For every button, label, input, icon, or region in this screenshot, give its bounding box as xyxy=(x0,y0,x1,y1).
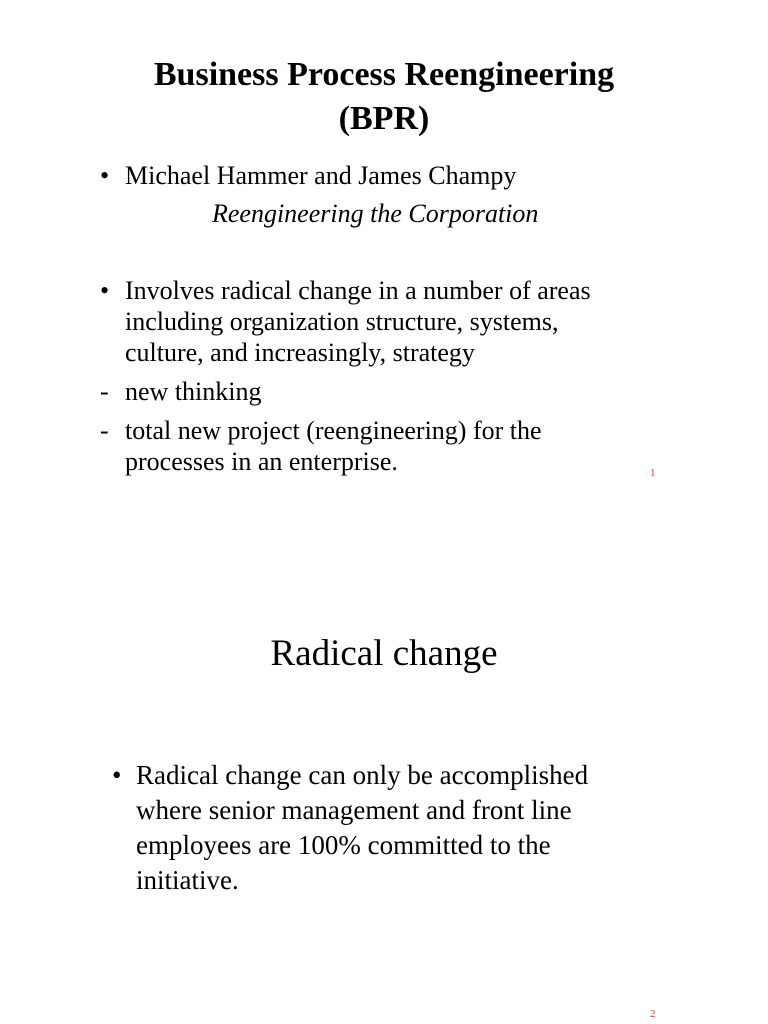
slide-1-title-line-2: (BPR) xyxy=(338,100,430,137)
bullet-commitment-line-3: employees are 100% committed to the xyxy=(136,830,551,860)
bullet-commitment-line-1: Radical change can only be accomplished xyxy=(136,760,589,790)
dash-item-new-project-line-1: total new project (reengineering) for the xyxy=(125,416,542,445)
dash-item-new-project-line-2: processes in an enterprise. xyxy=(125,447,398,476)
dash-item-new-thinking-text: new thinking xyxy=(125,377,262,406)
bullet-radical-change-line-2: including organization structure, systems, xyxy=(125,307,559,336)
bullet-marker: • xyxy=(112,760,122,790)
page-number-1: 1 xyxy=(650,467,656,479)
dash-marker: - xyxy=(100,377,109,406)
dash-marker: - xyxy=(100,416,109,445)
slide-2 xyxy=(0,512,768,1024)
page-number-2: 2 xyxy=(650,1008,656,1020)
slide-1-title-line-1: Business Process Reengineering xyxy=(153,56,615,93)
book-title: Reengineering the Corporation xyxy=(212,199,539,228)
bullet-commitment-line-4: initiative. xyxy=(136,865,239,895)
bullet-radical-change-line-1: Involves radical change in a number of areas xyxy=(125,276,591,305)
bullet-radical-change-line-3: culture, and increasingly, strategy xyxy=(125,338,475,367)
slide-2-title: Radical change xyxy=(270,633,498,674)
bullet-marker: • xyxy=(100,276,110,305)
bullet-marker: • xyxy=(100,161,110,190)
bullet-authors-text: Michael Hammer and James Champy xyxy=(125,161,517,190)
bullet-commitment-line-2: where senior management and front line xyxy=(136,795,572,825)
